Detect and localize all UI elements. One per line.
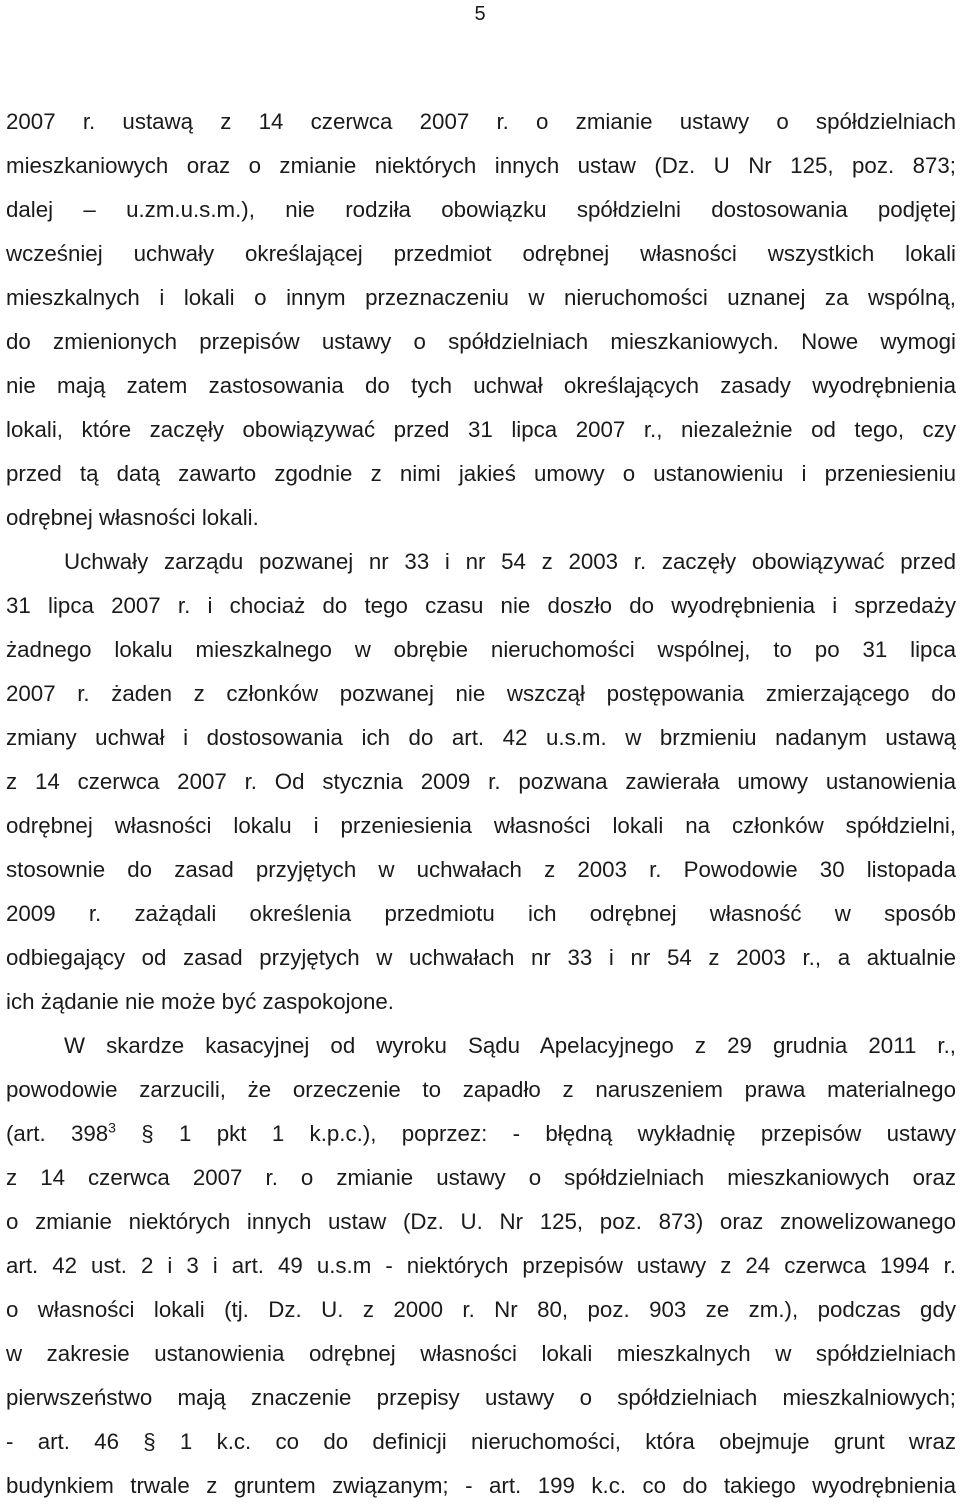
text-line: 2007 r. ustawą z 14 czerwca 2007 r. o zmianie ustawy o spółdzielniach [6,109,956,134]
superscript: 3 [108,1119,116,1136]
text-line: budynkiem trwale z gruntem związanym; - art. 199 k.c. co do takiego wyodrębnienia [6,1473,956,1498]
text-line: z 14 czerwca 2007 r. o zmianie ustawy o spółdzielniach mieszkaniowych oraz [6,1165,956,1190]
text-line: przed tą datą zawarto zgodnie z nimi jakieś umowy o ustanowieniu i przeniesieniu [6,461,956,486]
text-line: ich żądanie nie może być zaspokojone. [6,989,394,1014]
text-line: o zmianie niektórych innych ustaw (Dz. U. Nr 125, poz. 873) oraz znowelizowanego [6,1209,956,1234]
text-line: odrębnej własności lokalu i przeniesienia własności lokali na członków spółdzielni, [6,813,956,838]
text-line: odrębnej własności lokali. [6,505,259,530]
text-line: pierwszeństwo mają znaczenie przepisy ustawy o spółdzielniach mieszkalniowych; [6,1385,956,1410]
text-line: mieszkaniowych oraz o zmianie niektórych innych ustaw (Dz. U Nr 125, poz. 873; [6,153,956,178]
text-segment: § 1 pkt 1 k.p.c.), poprzez: - błędną wykładnię przepisów ustawy [115,1121,956,1146]
document-body [6,100,956,1508]
text-line: dalej – u.zm.u.s.m.), nie rodziła obowiązku spółdzielni dostosowania podjętej [6,197,956,222]
text-line: do zmienionych przepisów ustawy o spółdzielniach mieszkaniowych. Nowe wymogi [6,329,956,354]
page-number: 5 [474,3,486,25]
text-line: 2009 r. zażądali określenia przedmiotu ich odrębnej własność w sposób [6,901,956,926]
text-line: powodowie zarzucili, że orzeczenie to zapadło z naruszeniem prawa materialnego [6,1077,956,1102]
text-line: art. 42 ust. 2 i 3 i art. 49 u.s.m - niektórych przepisów ustawy z 24 czerwca 1994 r. [6,1253,956,1278]
text-line: - art. 46 § 1 k.c. co do definicji nieruchomości, która obejmuje grunt wraz [6,1429,956,1454]
text-line: w zakresie ustanowienia odrębnej własności lokali mieszkalnych w spółdzielniach [6,1341,956,1366]
text-line: 31 lipca 2007 r. i chociaż do tego czasu nie doszło do wyodrębnienia i sprzedaży [6,593,956,618]
text-line: W skardze kasacyjnej od wyroku Sądu Apelacyjnego z 29 grudnia 2011 r., [64,1033,956,1058]
text-line: mieszkalnych i lokali o innym przeznaczeniu w nieruchomości uznanej za wspólną, [6,285,956,310]
text-line: zmiany uchwał i dostosowania ich do art. 42 u.s.m. w brzmieniu nadanym ustawą [6,725,956,750]
text-line: Uchwały zarządu pozwanej nr 33 i nr 54 z 2003 r. zaczęły obowiązywać przed [64,549,956,574]
text-segment: (art. 398 [6,1121,109,1146]
text-line: odbiegający od zasad przyjętych w uchwałach nr 33 i nr 54 z 2003 r., a aktualnie [6,945,956,970]
text-line: nie mają zatem zastosowania do tych uchwał określających zasady wyodrębnienia [6,373,956,398]
text-line: stosownie do zasad przyjętych w uchwałach z 2003 r. Powodowie 30 listopada [6,857,956,882]
text-line: 2007 r. żaden z członków pozwanej nie wszczął postępowania zmierzającego do [6,681,956,706]
text-line: żadnego lokalu mieszkalnego w obrębie nieruchomości wspólnej, to po 31 lipca [6,637,956,662]
text-line: lokali, które zaczęły obowiązywać przed 31 lipca 2007 r., niezależnie od tego, czy [6,417,956,442]
text-line: o własności lokali (tj. Dz. U. z 2000 r. Nr 80, poz. 903 ze zm.), podczas gdy [6,1297,956,1322]
text-line: wcześniej uchwały określającej przedmiot odrębnej własności wszystkich lokali [6,241,956,266]
text-line: z 14 czerwca 2007 r. Od stycznia 2009 r. pozwana zawierała umowy ustanowienia [6,769,956,794]
text-line [6,1112,956,1156]
